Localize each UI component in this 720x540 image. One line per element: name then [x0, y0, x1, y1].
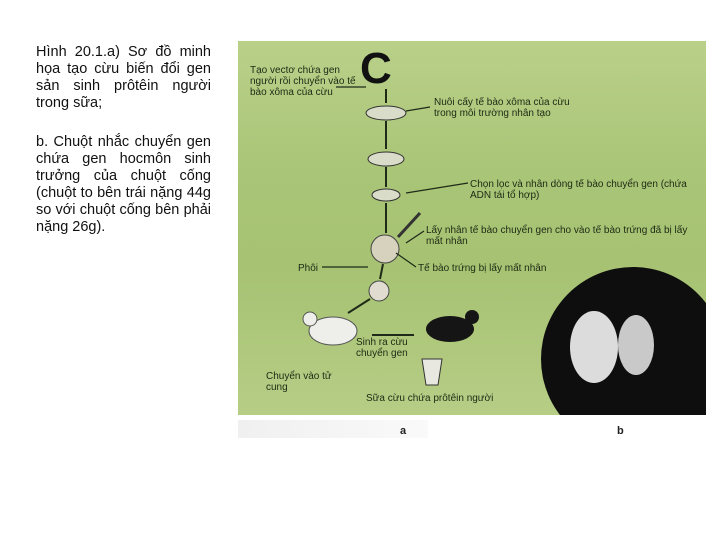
mouse-small-icon: [618, 315, 654, 375]
figure-image: [238, 41, 706, 415]
arrow-5: [380, 264, 383, 279]
label-vector: Tạo vectơ chứa gen người rồi chuyển vào tế bào xôma của cừu: [250, 65, 356, 98]
label-uterus: Chuyển vào tử cung: [266, 371, 332, 393]
arrow-6: [348, 299, 370, 313]
label-born: Sinh ra cừu chuyển gen: [356, 337, 408, 359]
label-milk: Sữa cừu chứa prôtêin người: [366, 393, 494, 404]
figure-caption: [36, 44, 211, 258]
pointer-3: [406, 183, 468, 193]
milk-bucket-icon: [422, 359, 442, 385]
pointer-2: [406, 107, 430, 111]
label-culture: Nuôi cấy tế bào xôma của cừu trong môi trường nhân tạo: [434, 97, 570, 119]
label-select: Chọn lọc và nhân dòng tế bào chuyển gen (chứa ADN tái tổ hợp): [470, 179, 687, 201]
pointer-5: [396, 253, 416, 267]
panel-b-label: b: [617, 425, 624, 437]
plasmid-letter: C: [360, 44, 392, 93]
caption-part-a: Hình 20.1.a) Sơ đồ minh họa tạo cừu biến đổi gen sản sinh prôtêin người trong sữa;: [36, 44, 211, 111]
petri-dish-3: [372, 189, 400, 201]
petri-dish-1: [366, 106, 406, 120]
caption-part-b: b. Chuột nhắc chuyển gen chứa gen hocmôn sinh trưởng của chuột cống (chuột to bên trái nặng 44g so với chuột cống bên phải nặng 26g).: [36, 134, 211, 235]
mouse-large-icon: [570, 311, 618, 383]
label-nucleus: Lấy nhân tế bào chuyển gen cho vào tế bào trứng đã bị lấy mất nhân: [426, 225, 688, 247]
embryo-icon: [369, 281, 389, 301]
egg-cell: [371, 235, 399, 263]
sheep-white-head: [303, 312, 317, 326]
panel-a-label: a: [400, 425, 407, 437]
label-embryo: Phôi: [298, 263, 319, 274]
pointer-4: [406, 231, 424, 243]
sheep-black-head: [465, 310, 479, 324]
petri-dish-2: [368, 152, 404, 166]
label-egg: Tế bào trứng bị lấy mất nhân: [418, 263, 547, 274]
pipette-icon: [398, 213, 420, 237]
